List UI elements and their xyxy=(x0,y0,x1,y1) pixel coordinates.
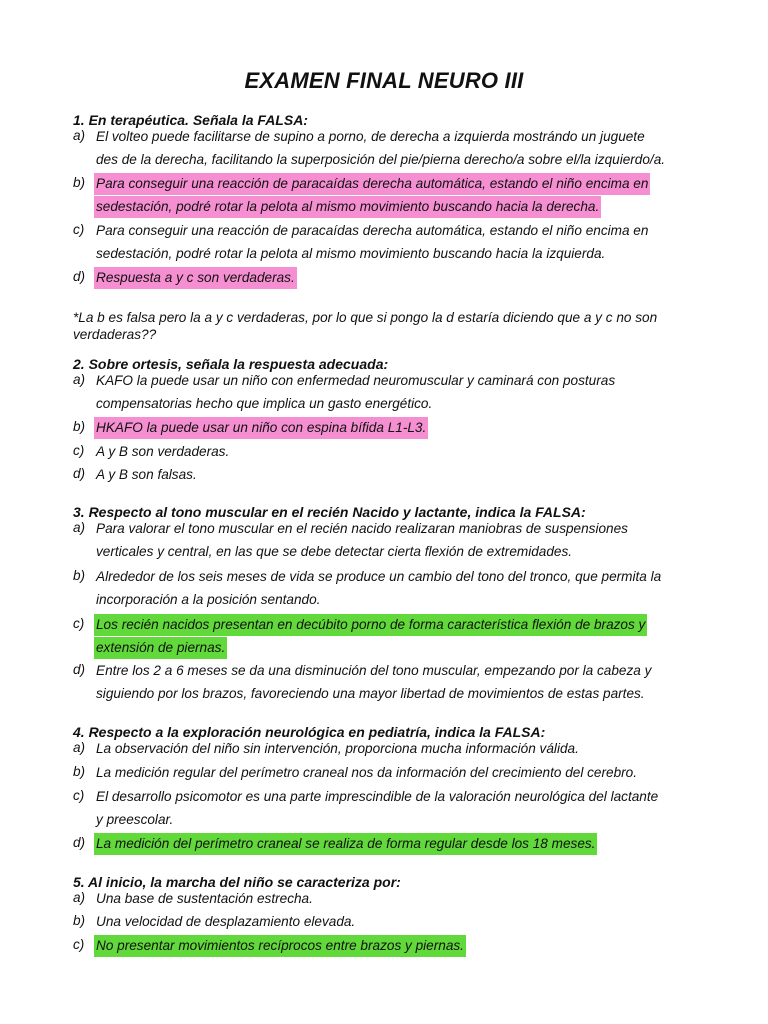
option-letter: a) xyxy=(73,520,86,535)
option-text: El volteo puede facilitarse de supino a porno, de derecha a izquierda mostrándo un juguete xyxy=(96,129,645,144)
option-letter: c) xyxy=(73,616,85,631)
option-letter: c) xyxy=(73,937,85,952)
option-text: KAFO la puede usar un niño con enfermedad neuromuscular y caminará con posturas xyxy=(96,373,616,388)
option-text: Para conseguir una reacción de paracaídas derecha automática, estando el niño encima en xyxy=(96,223,649,238)
option-text-highlighted: sedestación, podré rotar la pelota al mismo movimiento buscando hacia la derecha. xyxy=(94,196,601,218)
note-line: verdaderas?? xyxy=(73,327,157,342)
option-text-highlighted: extensión de piernas. xyxy=(94,637,227,659)
option-text: siguiendo por los brazos, favoreciendo una mayor libertad de movimientos de estas partes. xyxy=(96,686,645,701)
page-title: EXAMEN FINAL NEURO III xyxy=(244,68,524,93)
option-text: A y B son falsas. xyxy=(96,467,197,482)
option-letter: d) xyxy=(73,269,86,284)
option-text-highlighted: HKAFO la puede usar un niño con espina bífida L1-L3. xyxy=(94,417,428,439)
option-letter: a) xyxy=(73,128,86,143)
option-text-highlighted: La medición del perímetro craneal se realiza de forma regular desde los 18 meses. xyxy=(94,833,597,855)
option-letter: a) xyxy=(73,890,86,905)
option-letter: b) xyxy=(73,913,86,928)
option-text: des de la derecha, facilitando la superposición del pie/pierna derecho/a sobre el/la izquierdo/a. xyxy=(96,152,666,167)
option-text-highlighted: No presentar movimientos recíprocos entre brazos y piernas. xyxy=(94,935,466,957)
option-letter: a) xyxy=(73,740,86,755)
option-text: Una base de sustentación estrecha. xyxy=(96,891,313,906)
option-letter: c) xyxy=(73,443,85,458)
option-letter: b) xyxy=(73,764,86,779)
option-letter: d) xyxy=(73,835,86,850)
question-5: 5. Al inicio, la marcha del niño se caracteriza por: xyxy=(73,874,401,890)
option-text: Alrededor de los seis meses de vida se produce un cambio del tono del tronco, que permita la xyxy=(96,569,662,584)
option-letter: d) xyxy=(73,662,86,677)
option-text: La medición regular del perímetro craneal nos da información del crecimiento del cerebro. xyxy=(96,765,638,780)
option-letter: c) xyxy=(73,222,85,237)
option-letter: a) xyxy=(73,372,86,387)
question-1: 1. En terapéutica. Señala la FALSA: xyxy=(73,112,308,128)
option-text-highlighted: Para conseguir una reacción de paracaídas derecha automática, estando el niño encima en xyxy=(94,173,650,195)
option-letter: c) xyxy=(73,788,85,803)
option-text: incorporación a la posición sentando. xyxy=(96,592,321,607)
option-text: sedestación, podré rotar la pelota al mismo movimiento buscando hacia la izquierda. xyxy=(96,246,606,261)
option-text: verticales y central, en las que se debe detectar cierta flexión de extremidades. xyxy=(96,544,573,559)
option-letter: b) xyxy=(73,568,86,583)
option-text: Una velocidad de desplazamiento elevada. xyxy=(96,914,356,929)
option-text: y preescolar. xyxy=(96,812,174,827)
option-text-highlighted: Los recién nacidos presentan en decúbito porno de forma característica flexión de brazos y xyxy=(94,614,647,636)
option-text: El desarrollo psicomotor es una parte imprescindible de la valoración neurológica del lactante xyxy=(96,789,659,804)
option-text: compensatorias hecho que implica un gasto energético. xyxy=(96,396,433,411)
option-letter: d) xyxy=(73,466,86,481)
question-4: 4. Respecto a la exploración neurológica en pediatría, indica la FALSA: xyxy=(73,724,546,740)
option-text-highlighted: Respuesta a y c son verdaderas. xyxy=(94,267,297,289)
option-letter: b) xyxy=(73,175,86,190)
option-letter: b) xyxy=(73,419,86,434)
note-line: *La b es falsa pero la a y c verdaderas, por lo que si pongo la d estaría diciendo que a y c no son xyxy=(73,310,658,325)
option-text: Entre los 2 a 6 meses se da una disminución del tono muscular, empezando por la cabeza y xyxy=(96,663,652,678)
note xyxy=(73,309,657,343)
question-2: 2. Sobre ortesis, señala la respuesta adecuada: xyxy=(73,356,389,372)
option-text: Para valorar el tono muscular en el recién nacido realizaran maniobras de suspensiones xyxy=(96,521,628,536)
option-text: A y B son verdaderas. xyxy=(96,444,230,459)
question-3: 3. Respecto al tono muscular en el recién Nacido y lactante, indica la FALSA: xyxy=(73,504,586,520)
option-text: La observación del niño sin intervención, proporciona mucha información válida. xyxy=(96,741,579,756)
